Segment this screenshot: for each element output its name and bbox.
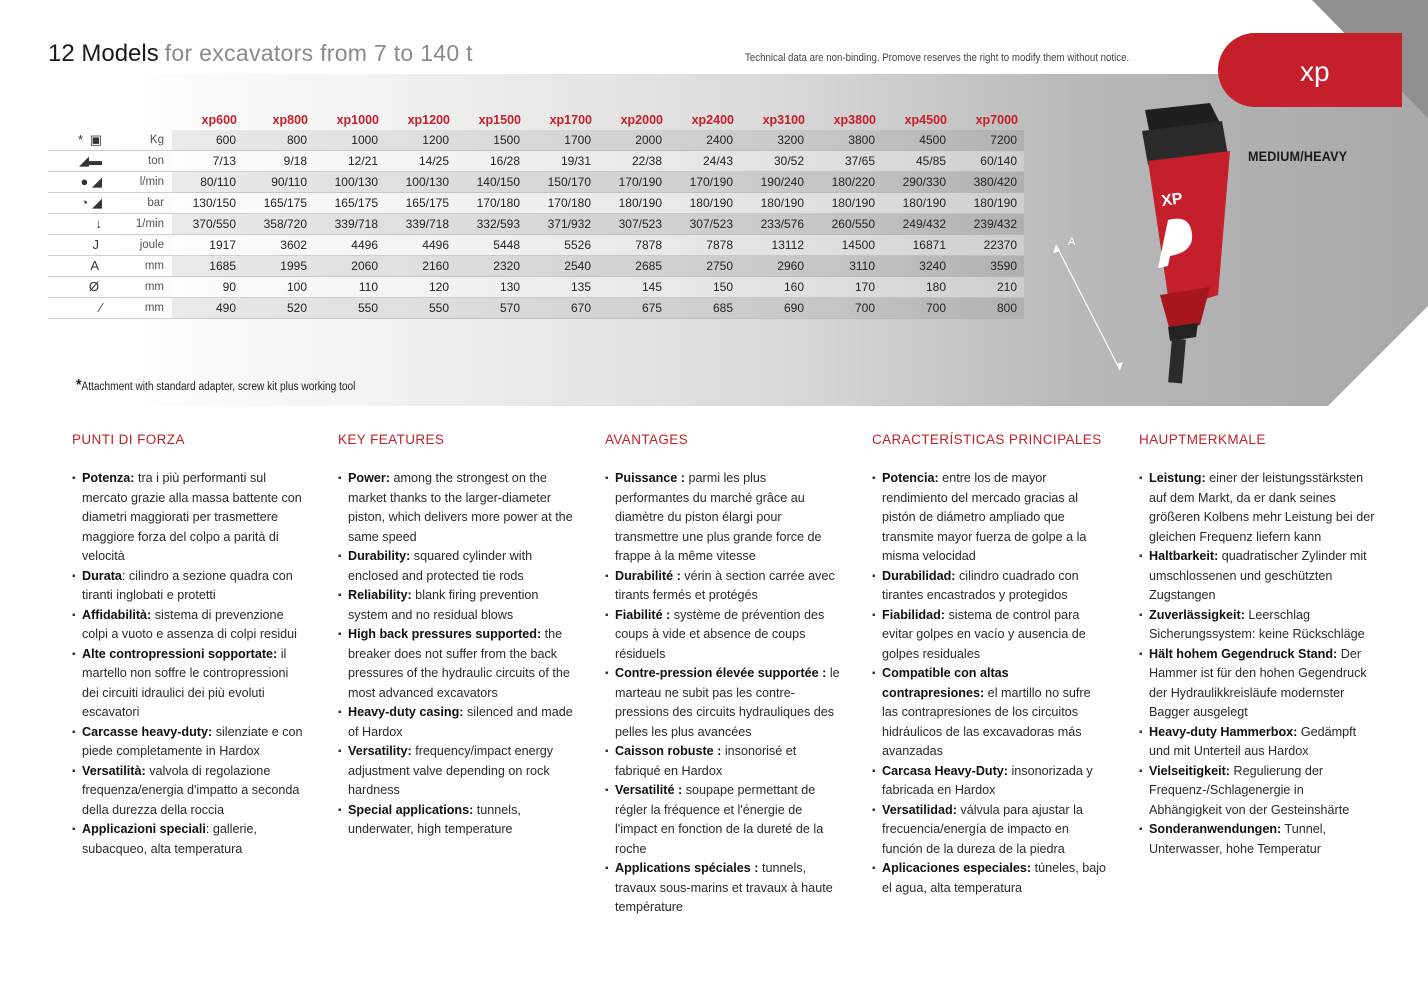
feature-item — [72, 762, 308, 821]
feature-text: cilindro cuadrado con tirantes encastrados y protegidos — [882, 568, 1079, 602]
feature-text: among the strongest on the market thanks to the larger-diameter piston, which delivers more power at the same speed — [348, 471, 573, 544]
hydraulic-hammer-image — [1050, 95, 1250, 385]
spec-value: 358/720 — [243, 214, 314, 235]
spec-value: 2060 — [314, 256, 385, 277]
feature-item — [872, 859, 1108, 898]
feature-item — [338, 469, 574, 547]
feature-item — [872, 801, 1108, 860]
spec-row-glyph: ◢▬ — [79, 153, 102, 168]
feature-list — [338, 469, 574, 840]
spec-row-glyph: ↓ — [95, 216, 102, 231]
feature-list — [72, 469, 308, 859]
feature-text: túneles, bajo el agua, alta temperatura — [882, 861, 1107, 895]
spec-value: 150/170 — [527, 172, 598, 193]
feature-term: Durata — [82, 568, 122, 583]
spec-value: 1917 — [172, 235, 243, 256]
feature-item — [605, 606, 841, 665]
model-header: xp2400 — [691, 113, 734, 127]
feature-term: Durabilidad: — [882, 568, 956, 583]
feature-item — [872, 664, 1108, 762]
feature-text: tra i più performanti sul mercato grazie alla massa battente con diametri maggiorati per trasmettere maggiore forza del colpo a parità di velocità — [82, 471, 302, 563]
spec-value: 90 — [172, 277, 243, 298]
feature-term: Compatible con altas contrapresiones: — [882, 666, 1009, 700]
feature-text: il martello non soffre le contropressioni dei circuiti idraulici dei più evoluti escavatori — [82, 646, 289, 719]
spec-unit: Kg — [106, 130, 172, 151]
spec-unit: ton — [106, 151, 172, 172]
spec-value: 170/180 — [527, 193, 598, 214]
column-fr — [605, 432, 841, 918]
column-es — [872, 432, 1108, 898]
spec-value: 14500 — [811, 235, 882, 256]
spec-value: 30/52 — [740, 151, 811, 172]
spec-value: 700 — [882, 298, 953, 319]
feature-item — [605, 469, 841, 567]
feature-text: quadratischer Zylinder mit umschlossenen und geschützten Zugstangen — [1149, 549, 1367, 602]
feature-text: Der Hammer ist für den hohen Gegendruck der Hydraulikkreisläufe modernster Bagger ausgelegt — [1149, 646, 1367, 719]
spec-value: 3200 — [740, 130, 811, 151]
feature-term: Leistung: — [1149, 471, 1206, 485]
spec-value: 165/175 — [243, 193, 314, 214]
dimension-label-a: A — [1068, 236, 1076, 248]
spec-value: 233/576 — [740, 214, 811, 235]
feature-item — [605, 567, 841, 606]
feature-term: Contre-pression élevée supportée : — [615, 666, 827, 680]
spec-value: 2685 — [598, 256, 669, 277]
spec-row-marker: A — [90, 258, 99, 273]
feature-text: : cilindro a sezione quadra con tiranti inglobati e protetti — [82, 568, 293, 602]
feature-list — [605, 469, 841, 918]
tool-length-icon — [48, 298, 106, 319]
spec-value: 370/550 — [172, 214, 243, 235]
feature-item — [72, 645, 308, 723]
feature-term: Haltbarkeit: — [1149, 549, 1219, 563]
spec-value: 90/110 — [243, 172, 314, 193]
spec-table — [48, 110, 1024, 319]
feature-item — [72, 820, 308, 859]
column-de — [1139, 432, 1375, 859]
feature-term: Versatilité : — [615, 783, 683, 797]
spec-value: 700 — [811, 298, 882, 319]
spec-value: 4500 — [882, 130, 953, 151]
spec-value: 520 — [243, 298, 314, 319]
model-header: xp800 — [272, 113, 308, 127]
spec-value: 1000 — [314, 130, 385, 151]
spec-value: 145 — [598, 277, 669, 298]
spec-value: 550 — [314, 298, 385, 319]
model-header: xp1200 — [407, 113, 450, 127]
spec-value: 22/38 — [598, 151, 669, 172]
feature-term: Vielseitigkeit: — [1149, 763, 1230, 778]
length-icon — [48, 256, 106, 277]
spec-value: 45/85 — [882, 151, 953, 172]
excavator-icon — [48, 151, 106, 172]
feature-item — [605, 859, 841, 918]
spec-value: 130/150 — [172, 193, 243, 214]
feature-term: Applications spéciales : — [615, 861, 759, 875]
category-label: MEDIUM/HEAVY — [1248, 148, 1348, 164]
disclaimer: Technical data are non-binding. Promove reserves the right to modify them without notice. — [745, 52, 1130, 64]
spec-value: 380/420 — [953, 172, 1024, 193]
feature-term: Aplicaciones especiales: — [882, 861, 1032, 875]
feature-term: Durabilité : — [615, 568, 681, 583]
feature-text: tunnels, underwater, high temperature — [348, 802, 521, 836]
spec-value: 180 — [882, 277, 953, 298]
energy-icon — [48, 235, 106, 256]
spec-value: 210 — [953, 277, 1024, 298]
column-en — [338, 432, 574, 840]
feature-text: einer der leistungsstärksten auf dem Markt, da er dank seines größeren Kolbens mehr Leistung bei der gleichen Frequenz liefern kann — [1149, 471, 1375, 544]
feature-term: Carcasa Heavy-Duty: — [882, 763, 1008, 778]
spec-value: 690 — [740, 298, 811, 319]
spec-value: 110 — [314, 277, 385, 298]
spec-row — [48, 151, 1024, 172]
spec-value: 140/150 — [456, 172, 527, 193]
feature-term: Power: — [348, 471, 390, 485]
feature-term: Alte contropressioni sopportate: — [82, 646, 278, 661]
feature-text: sistema de control para evitar golpes en vacío y ausencia de golpes residuales — [882, 607, 1086, 661]
spec-value: 7200 — [953, 130, 1024, 151]
feature-term: Carcasse heavy-duty: — [82, 724, 213, 739]
frequency-icon — [48, 214, 106, 235]
feature-term: Affidabilità: — [82, 607, 152, 622]
feature-item — [72, 469, 308, 567]
feature-item — [1139, 723, 1375, 762]
feature-term: Hält hohem Gegendruck Stand: — [1149, 646, 1338, 661]
feature-text: sistema di prevenzione colpi a vuoto e assenza di colpi residui — [82, 607, 297, 641]
spec-value: 5448 — [456, 235, 527, 256]
model-header: xp600 — [201, 113, 237, 127]
spec-value: 180/190 — [740, 193, 811, 214]
spec-value: 2160 — [385, 256, 456, 277]
feature-list — [1139, 469, 1375, 859]
spec-value: 60/140 — [953, 151, 1024, 172]
spec-value: 80/110 — [172, 172, 243, 193]
feature-text: soupape permettant de régler la fréquence et l'énergie de l'impact en fonction de la dureté de la roche — [615, 783, 824, 856]
feature-text: insonorisé et fabriqué en Hardox — [615, 744, 797, 778]
model-header: xp1700 — [549, 113, 592, 127]
feature-text: insonorizada y fabricada en Hardox — [882, 763, 1093, 797]
spec-value: 1500 — [456, 130, 527, 151]
oil-flow-icon — [48, 172, 106, 193]
spec-value: 190/240 — [740, 172, 811, 193]
feature-text: silenziate e con piede completamente in Hardox — [82, 724, 303, 758]
page-title-sub: for excavators from 7 to 140 t — [164, 40, 473, 66]
spec-value: 7878 — [598, 235, 669, 256]
spec-header-blank — [48, 110, 106, 130]
spec-row-glyph: ∕ — [99, 300, 102, 315]
column-heading: AVANTAGES — [605, 432, 689, 447]
spec-value: 180/190 — [811, 193, 882, 214]
feature-text: Gedämpft und mit Unterteil aus Hardox — [1149, 724, 1357, 758]
model-header: xp4500 — [904, 113, 947, 127]
feature-term: Versatilità: — [82, 763, 146, 778]
spec-value: 37/65 — [811, 151, 882, 172]
spec-row — [48, 130, 1024, 151]
spec-value: 130 — [456, 277, 527, 298]
feature-text: valvola di regolazione frequenza/energia d'impatto a seconda della durezza della roccia — [82, 763, 300, 817]
feature-text: vérin à section carrée avec tirants fermés et protégés — [615, 568, 835, 602]
feature-term: Potenza: — [82, 471, 135, 485]
feature-item — [605, 781, 841, 859]
feature-item — [872, 762, 1108, 801]
feature-text: the breaker does not suffer from the back pressures of the hydraulic circuits of the most advanced excavators — [348, 627, 570, 700]
spec-value: 260/550 — [811, 214, 882, 235]
spec-value: 3800 — [811, 130, 882, 151]
feature-text: Regulierung der Frequenz-/Schlagenergie in Abhängigkeit von der Gesteinshärte — [1149, 763, 1350, 817]
spec-value: 2540 — [527, 256, 598, 277]
spec-value: 120 — [385, 277, 456, 298]
spec-value: 1200 — [385, 130, 456, 151]
feature-text: entre los de mayor rendimiento del mercado gracias al pistón de diámetro ampliado que transmite mayor fuerza de golpe a la misma velocidad — [882, 471, 1087, 563]
feature-term: Special applications: — [348, 802, 474, 817]
spec-value: 180/190 — [882, 193, 953, 214]
spec-value: 100/130 — [385, 172, 456, 193]
feature-item — [1139, 762, 1375, 821]
spec-row-marker: Ø — [88, 279, 99, 294]
spec-value: 307/523 — [669, 214, 740, 235]
spec-unit: mm — [106, 298, 172, 319]
column-heading: KEY FEATURES — [338, 432, 445, 447]
spec-value: 16/28 — [456, 151, 527, 172]
feature-term: High back pressures supported: — [348, 627, 542, 641]
spec-row-glyph: ◔ ◢ — [80, 195, 102, 210]
model-header: xp2000 — [620, 113, 663, 127]
feature-text: squared cylinder with enclosed and protected tie rods — [348, 549, 533, 583]
feature-term: Applicazioni speciali — [82, 822, 206, 836]
spec-value: 332/593 — [456, 214, 527, 235]
feature-text: le marteau ne subit pas les contre-pressions des circuits hydrauliques des pelles les plus avancées — [615, 666, 840, 739]
spec-row — [48, 214, 1024, 235]
feature-text: Leerschlag Sicherungssystem: keine Rückschläge — [1149, 607, 1365, 641]
spec-value: 307/523 — [598, 214, 669, 235]
svg-text:XP: XP — [1160, 190, 1184, 211]
model-header: xp1500 — [478, 113, 521, 127]
spec-row-glyph: ▣ — [86, 132, 102, 147]
spec-value: 165/175 — [385, 193, 456, 214]
model-header: xp7000 — [975, 113, 1018, 127]
spec-value: 800 — [243, 130, 314, 151]
spec-value: 170 — [811, 277, 882, 298]
spec-value: 600 — [172, 130, 243, 151]
spec-value: 670 — [527, 298, 598, 319]
feature-item — [72, 606, 308, 645]
spec-value: 2400 — [669, 130, 740, 151]
feature-text: válvula para ajustar la frecuencia/energía de impacto en función de la dureza de la piedra — [882, 802, 1083, 856]
spec-value: 180/220 — [811, 172, 882, 193]
feature-text: silenced and made of Hardox — [348, 705, 573, 739]
feature-term: Caisson robuste : — [615, 744, 722, 758]
spec-value: 135 — [527, 277, 598, 298]
spec-header-blank — [106, 110, 172, 130]
spec-value: 14/25 — [385, 151, 456, 172]
feature-item — [338, 801, 574, 840]
column-heading: HAUPTMERKMALE — [1139, 432, 1266, 447]
column-it — [72, 432, 308, 859]
spec-value: 550 — [385, 298, 456, 319]
series-tab-label: xp — [1300, 56, 1330, 87]
spec-value: 16871 — [882, 235, 953, 256]
feature-term: Potencia: — [882, 471, 939, 485]
spec-value: 570 — [456, 298, 527, 319]
spec-value: 3240 — [882, 256, 953, 277]
spec-value: 685 — [669, 298, 740, 319]
feature-item — [1139, 547, 1375, 606]
weight-icon — [48, 130, 106, 151]
spec-value: 180/190 — [953, 193, 1024, 214]
feature-term: Versatility: — [348, 744, 412, 758]
spec-value: 19/31 — [527, 151, 598, 172]
spec-value: 5526 — [527, 235, 598, 256]
spec-value: 160 — [740, 277, 811, 298]
spec-unit: joule — [106, 235, 172, 256]
spec-value: 800 — [953, 298, 1024, 319]
spec-value: 100 — [243, 277, 314, 298]
spec-row-marker: * — [78, 132, 84, 147]
feature-term: Heavy-duty casing: — [348, 705, 464, 719]
feature-text: tunnels, travaux sous-marins et travaux à haute température — [615, 861, 833, 914]
spec-value: 490 — [172, 298, 243, 319]
spec-unit: bar — [106, 193, 172, 214]
spec-value: 675 — [598, 298, 669, 319]
feature-item — [872, 606, 1108, 665]
spec-value: 150 — [669, 277, 740, 298]
spec-value: 1700 — [527, 130, 598, 151]
feature-item — [1139, 606, 1375, 645]
feature-item — [338, 547, 574, 586]
spec-value: 3590 — [953, 256, 1024, 277]
spec-row — [48, 235, 1024, 256]
spec-row — [48, 172, 1024, 193]
feature-item — [72, 723, 308, 762]
spec-value: 339/718 — [314, 214, 385, 235]
spec-value: 3602 — [243, 235, 314, 256]
feature-text: système de prévention des coups à vide et absence de coups résiduels — [615, 607, 825, 661]
model-header: xp3100 — [762, 113, 805, 127]
spec-value: 7/13 — [172, 151, 243, 172]
feature-item — [338, 742, 574, 801]
feature-item — [1139, 469, 1375, 547]
spec-value: 9/18 — [243, 151, 314, 172]
spec-value: 4496 — [385, 235, 456, 256]
feature-text: frequency/impact energy adjustment valve depending on rock hardness — [348, 744, 554, 797]
feature-item — [872, 469, 1108, 567]
feature-item — [605, 742, 841, 781]
column-heading: CARACTERÍSTICAS PRINCIPALES — [872, 432, 1102, 447]
pressure-icon — [48, 193, 106, 214]
spec-header-row — [48, 110, 1024, 130]
spec-unit: mm — [106, 256, 172, 277]
feature-term: Sonderanwendungen: — [1149, 822, 1282, 836]
feature-item — [872, 567, 1108, 606]
spec-value: 13112 — [740, 235, 811, 256]
feature-term: Versatilidad: — [882, 802, 957, 817]
feature-item — [338, 625, 574, 703]
feature-text: el martillo no sufre las contrapresiones de los circuitos hidráulicos de las excavadoras más avanzadas — [882, 685, 1091, 758]
spec-row — [48, 277, 1024, 298]
footnote-text: Attachment with standard adapter, screw kit plus working tool — [81, 381, 356, 393]
page-title — [48, 40, 473, 68]
spec-unit: l/min — [106, 172, 172, 193]
feature-item — [605, 664, 841, 742]
spec-value: 170/180 — [456, 193, 527, 214]
spec-value: 170/190 — [598, 172, 669, 193]
spec-value: 1995 — [243, 256, 314, 277]
spec-value: 2000 — [598, 130, 669, 151]
feature-term: Heavy-duty Hammerbox: — [1149, 724, 1298, 739]
feature-term: Zuverlässigkeit: — [1149, 607, 1245, 622]
spec-value: 339/718 — [385, 214, 456, 235]
feature-item — [72, 567, 308, 606]
spec-value: 3110 — [811, 256, 882, 277]
feature-list — [872, 469, 1108, 898]
feature-term: Fiabilité : — [615, 607, 671, 622]
feature-text: parmi les plus performantes du marché grâce au diamètre du piston élargi pour transmettre une plus grande force de frappe à la même vitesse — [615, 471, 822, 563]
feature-text: : gallerie, subacqueo, alta temperatura — [82, 822, 257, 856]
spec-value: 24/43 — [669, 151, 740, 172]
page-title-main: 12 Models — [48, 40, 159, 67]
spec-value: 100/130 — [314, 172, 385, 193]
spec-body — [48, 130, 1024, 319]
feature-term: Fiabilidad: — [882, 607, 945, 622]
hero-corner-cut — [1328, 306, 1428, 406]
feature-term: Puissance : — [615, 471, 685, 485]
diameter-icon — [48, 277, 106, 298]
spec-value: 180/190 — [669, 193, 740, 214]
footnote-marker: * — [76, 377, 82, 394]
feature-item — [338, 586, 574, 625]
feature-item — [338, 703, 574, 742]
spec-value: 371/932 — [527, 214, 598, 235]
footnote — [76, 377, 355, 395]
spec-value: 12/21 — [314, 151, 385, 172]
feature-text: blank firing prevention system and no residual blows — [348, 588, 539, 622]
spec-value: 2320 — [456, 256, 527, 277]
spec-value: 170/190 — [669, 172, 740, 193]
spec-value: 2750 — [669, 256, 740, 277]
spec-value: 180/190 — [598, 193, 669, 214]
spec-unit: 1/min — [106, 214, 172, 235]
column-heading: PUNTI DI FORZA — [72, 432, 185, 447]
feature-term: Durability: — [348, 549, 411, 563]
spec-value: 4496 — [314, 235, 385, 256]
spec-row-marker: J — [92, 237, 99, 252]
spec-row — [48, 298, 1024, 319]
spec-unit: mm — [106, 277, 172, 298]
feature-item — [1139, 820, 1375, 859]
spec-value: 1685 — [172, 256, 243, 277]
spec-row — [48, 256, 1024, 277]
feature-text: Tunnel, Unterwasser, hohe Temperatur — [1149, 822, 1327, 856]
spec-value: 249/432 — [882, 214, 953, 235]
feature-item — [1139, 645, 1375, 723]
spec-value: 7878 — [669, 235, 740, 256]
spec-value: 22370 — [953, 235, 1024, 256]
spec-value: 239/432 — [953, 214, 1024, 235]
spec-value: 165/175 — [314, 193, 385, 214]
spec-value: 290/330 — [882, 172, 953, 193]
model-header: xp1000 — [336, 113, 379, 127]
spec-row — [48, 193, 1024, 214]
model-header: xp3800 — [833, 113, 876, 127]
feature-term: Reliability: — [348, 588, 412, 602]
spec-value: 2960 — [740, 256, 811, 277]
spec-row-glyph: ● ◢ — [80, 174, 102, 189]
